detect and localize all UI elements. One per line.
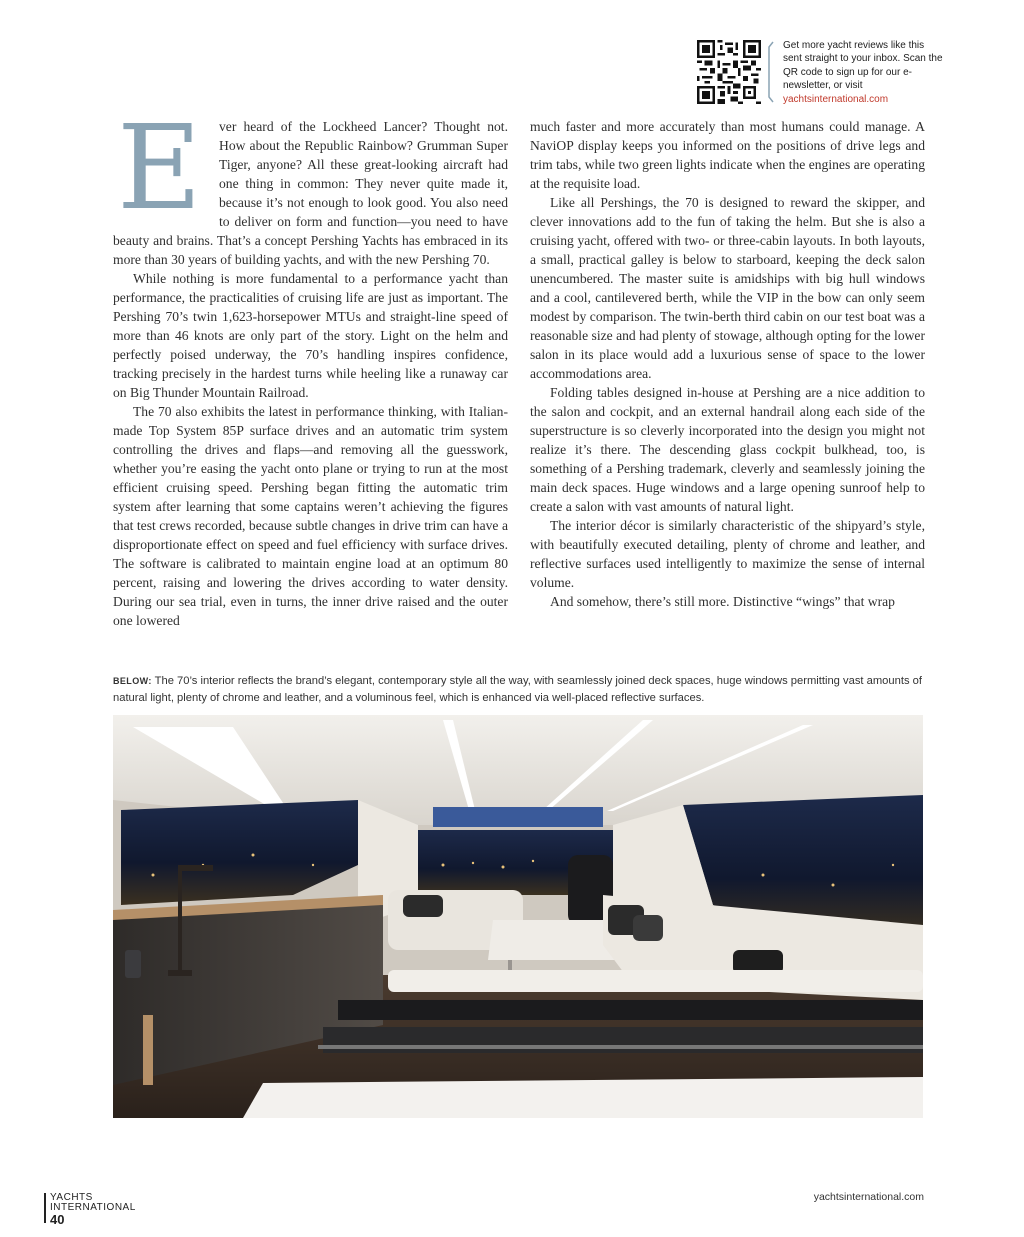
footer-publication <box>50 1193 136 1213</box>
article-paragraph-5: Like all Pershings, the 70 is designed to reward the skipper, and clever innovations add to the fun of taking the helm. But she is also a cruising yacht, offered with two- or three-cabin layouts. In both layouts, a small, practical galley is below to starboard, keeping the deck salon unencumbered. The master suite is amidships with big hull windows and a cool, cantilevered berth, while the VIP in the bow can only seem modest by comparison. The twin-berth third cabin on our test boat was a reasonable size and had plenty of stowage, although opting for the lower salon in its place would add a luxurious sense of space to the lower accommodations area. <box>530 195 925 381</box>
footer-url[interactable]: yachtsinternational.com <box>813 1191 924 1203</box>
caption-lead: BELOW: <box>113 676 152 686</box>
article-paragraph-4: much faster and more accurately than most humans could manage. A NaviOP display keeps you informed on the positions of drive legs and trim tabs, while two green lights indicate when the engines are operating at the requisite load. <box>530 119 925 191</box>
newsletter-promo <box>783 39 943 106</box>
footer-publication-line-1: YACHTS <box>50 1192 93 1203</box>
article-paragraph-7: The interior décor is similarly characteristic of the shipyard’s style, with beautifully executed detailing, plenty of chrome and leather, and reflective surfaces used intelligently to maximize the sense of internal volume. <box>530 518 925 590</box>
paragraph-1-text: ver heard of the Lockheed Lancer? Thought not. How about the Republic Rainbow? Grumman Super Tiger, anyone? All these great-looking aircraft had one thing in common: They never quite made it, because it’s not enough to look good. You also need to deliver on form and function—you need to have beauty and brains. That’s a concept Pershing Yachts has embraced in its more than 30 years of building yachts, and with the new Pershing 70. <box>113 119 508 267</box>
promo-bracket-icon <box>768 41 774 103</box>
caption-text: The 70’s interior reflects the brand’s elegant, contemporary style all the way, with seamlessly joined deck spaces, huge windows permitting vast amounts of natural light, plenty of chrome and leather, and a voluminous feel, which is enhanced via well-placed reflective surfaces. <box>113 675 922 704</box>
article-paragraph-1 <box>113 101 508 269</box>
article-column-left <box>113 101 508 630</box>
photo-caption <box>113 673 923 707</box>
promo-text: Get more yacht reviews like this sent straight to your inbox. Scan the QR code to sign up for our e-newsletter, or visit <box>783 40 943 92</box>
qr-code-icon[interactable] <box>697 40 761 104</box>
drop-cap: E <box>117 101 202 236</box>
footer-publication-line-2: INTERNATIONAL <box>50 1202 136 1213</box>
article-paragraph-3: The 70 also exhibits the latest in performance thinking, with Italian-made Top System 85P surface drives and an automatic trim system controlling the drives and flaps—and removing all the guesswork, whether you’re easing the yacht onto plane or trying to run at the most efficient cruising speed. Pershing began fitting the automatic trim system after learning that some captains weren’t achieving the figures that test crews recorded, because subtle changes in drive trim can have a disproportionate effect on speed and fuel efficiency with surface drives. The software is calibrated to maintain engine load at an optimum 80 percent, raising and lowering the drives according to water density. During our sea trial, even in turns, the inner drive raised and the outer one lowered <box>113 404 508 628</box>
article-paragraph-8: And somehow, there’s still more. Distinctive “wings” that wrap <box>550 594 895 609</box>
footer-rule <box>44 1193 46 1223</box>
article-paragraph-6: Folding tables designed in-house at Pershing are a nice addition to the salon and cockpit, and an external handrail along each side of the superstructure is so cleverly incorporated into the design you might not realize it’s there. The descending glass cockpit bulkhead, too, is something of a Pershing trademark, cleverly and seamlessly joining the main deck spaces. Huge windows and a large opening sunroof help to create a salon with vast amounts of natural light. <box>530 385 925 514</box>
page-number: 40 <box>50 1212 65 1227</box>
yacht-interior-photo <box>113 715 923 1118</box>
promo-link[interactable]: yachtsinternational.com <box>783 93 889 105</box>
article-column-right <box>530 117 925 611</box>
article-paragraph-2: While nothing is more fundamental to a performance yacht than performance, the practicalities of cruising life are just as important. The Pershing 70’s twin 1,623-horsepower MTUs and straight-line speed of more than 46 knots are only part of the story. Light on the helm and perfectly poised underway, the 70’s handling inspires confidence, tracking precisely in the hardest turns while heeling like a runaway car on Big Thunder Mountain Railroad. <box>113 271 508 400</box>
